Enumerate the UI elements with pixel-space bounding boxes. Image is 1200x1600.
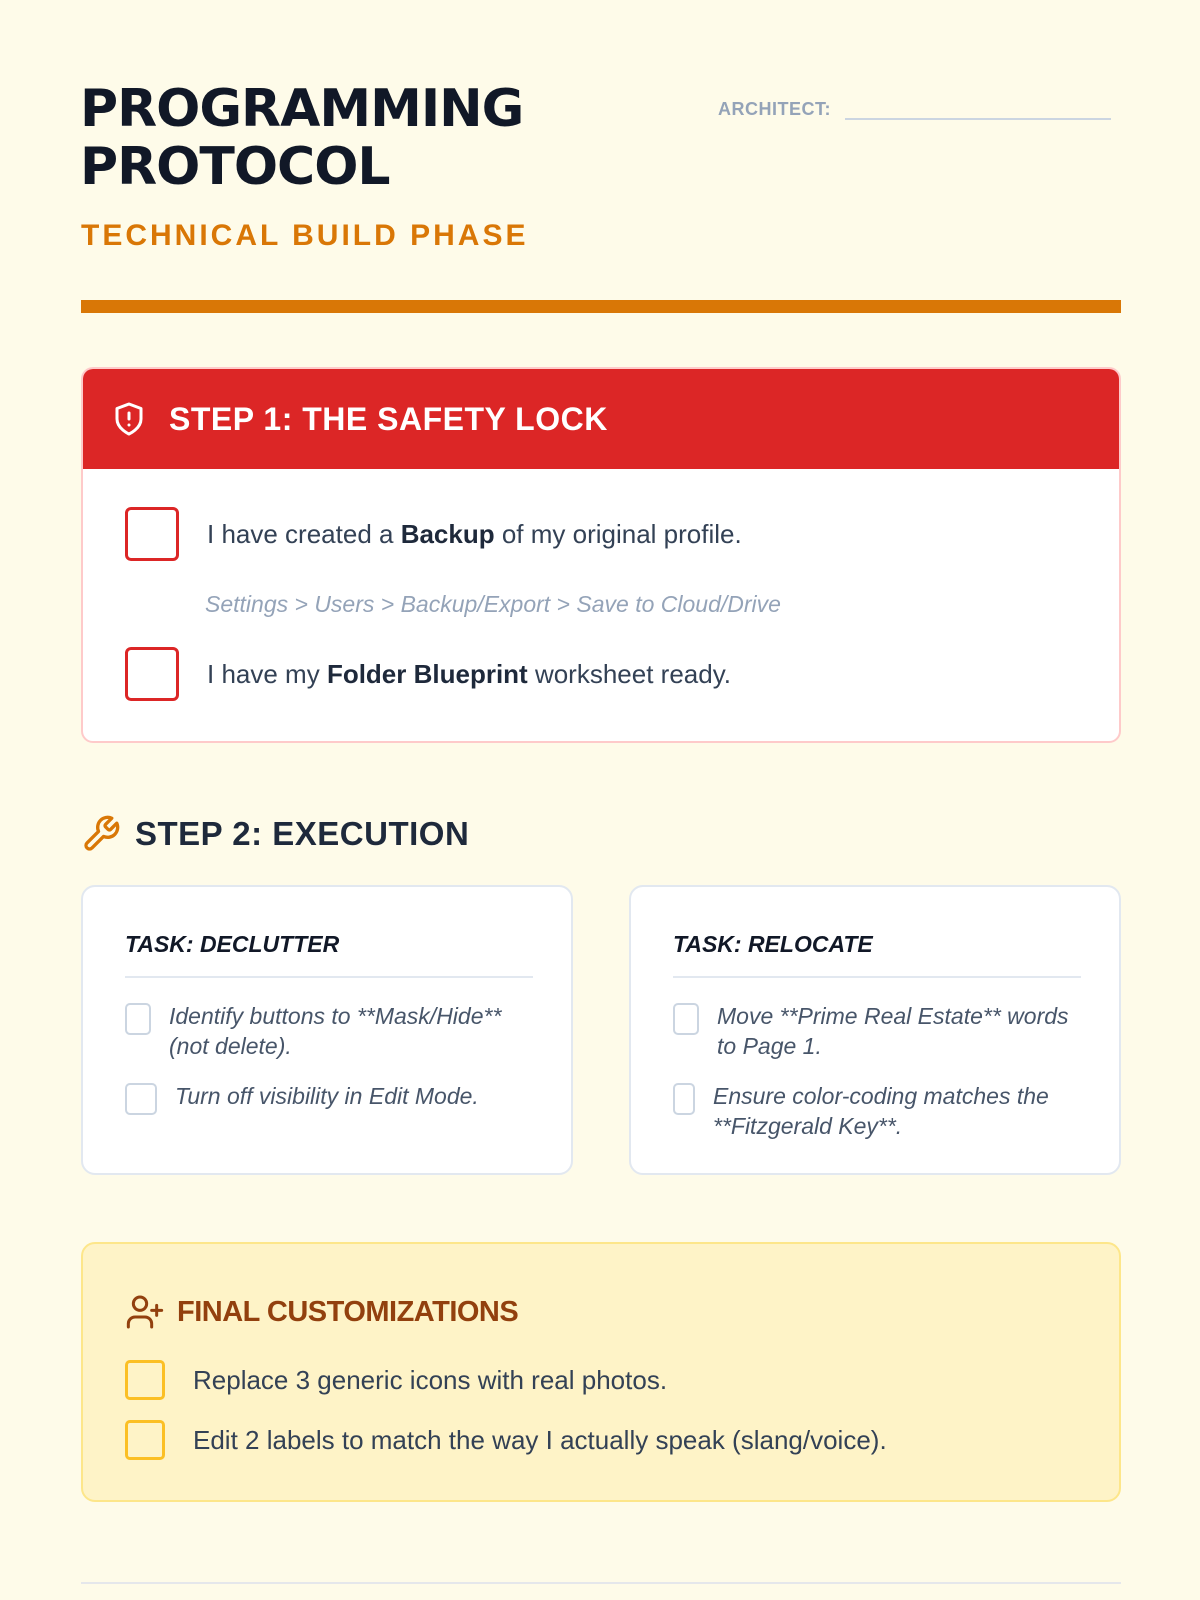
task-checkbox[interactable] [125, 1003, 151, 1035]
backup-text-start: I have created a [207, 518, 401, 549]
blueprint-text-start: I have my [207, 658, 327, 689]
task-item [673, 1081, 1073, 1141]
final-customizations-header [125, 1292, 518, 1332]
final-checkbox[interactable] [125, 1360, 165, 1400]
page-title [80, 80, 680, 196]
checklist-item-backup [125, 507, 742, 561]
final-customizations-section [81, 1242, 1121, 1502]
architect-label: ARCHITECT: [718, 99, 831, 119]
declutter-title: TASK: DECLUTTER [125, 931, 533, 978]
task-item [673, 1001, 1077, 1061]
user-plus-icon [125, 1292, 165, 1332]
final-checkbox[interactable] [125, 1420, 165, 1460]
task-checkbox[interactable] [673, 1003, 699, 1035]
relocate-title: TASK: RELOCATE [673, 931, 1081, 978]
backup-checkbox[interactable] [125, 507, 179, 561]
final-item-text: Replace 3 generic icons with real photos. [193, 1364, 668, 1395]
task-item [125, 1001, 529, 1061]
header-divider [81, 300, 1121, 313]
architect-name-field[interactable] [845, 88, 1111, 120]
title-line-2: PROTOCOL [80, 137, 390, 197]
execution-header [81, 814, 469, 854]
final-item [125, 1420, 887, 1460]
title-line-1: PROGRAMMING [80, 79, 524, 139]
blueprint-text-bold: Folder Blueprint [326, 658, 528, 689]
task-item-text: Identify buttons to **Mask/Hide** (not delete). [169, 1003, 502, 1059]
safety-lock-header [83, 369, 1119, 469]
final-item [125, 1360, 667, 1400]
task-card-declutter [81, 885, 573, 1175]
backup-path-hint: Settings > Users > Backup/Export > Save to Cloud/Drive [205, 591, 781, 617]
safety-lock-section [81, 367, 1121, 743]
task-card-relocate [629, 885, 1121, 1175]
backup-text-end: of my original profile. [494, 518, 742, 549]
task-checkbox[interactable] [125, 1083, 157, 1115]
task-item-text: Move **Prime Real Estate** words to Page 1. [717, 1003, 1069, 1059]
execution-title: STEP 2: EXECUTION [135, 815, 470, 852]
final-item-text: Edit 2 labels to match the way I actually speak (slang/voice). [193, 1424, 887, 1455]
blueprint-text-end: worksheet ready. [527, 658, 731, 689]
task-item [125, 1081, 535, 1115]
final-customizations-title: FINAL CUSTOMIZATIONS [177, 1295, 519, 1328]
backup-item-text [207, 519, 742, 550]
footer-divider [81, 1582, 1121, 1584]
safety-lock-title: STEP 1: THE SAFETY LOCK [169, 400, 608, 437]
page-subtitle: TECHNICAL BUILD PHASE [81, 219, 529, 252]
architect-field-group [718, 88, 1111, 120]
task-item-text: Ensure color-coding matches the **Fitzgerald Key**. [713, 1083, 1049, 1139]
backup-text-bold: Backup [400, 518, 495, 549]
wrench-icon [81, 814, 121, 854]
checklist-item-blueprint [125, 647, 731, 701]
blueprint-checkbox[interactable] [125, 647, 179, 701]
task-item-text: Turn off visibility in Edit Mode. [175, 1083, 479, 1109]
shield-alert-icon [111, 401, 147, 437]
blueprint-item-text [207, 659, 731, 690]
task-checkbox[interactable] [673, 1083, 695, 1115]
